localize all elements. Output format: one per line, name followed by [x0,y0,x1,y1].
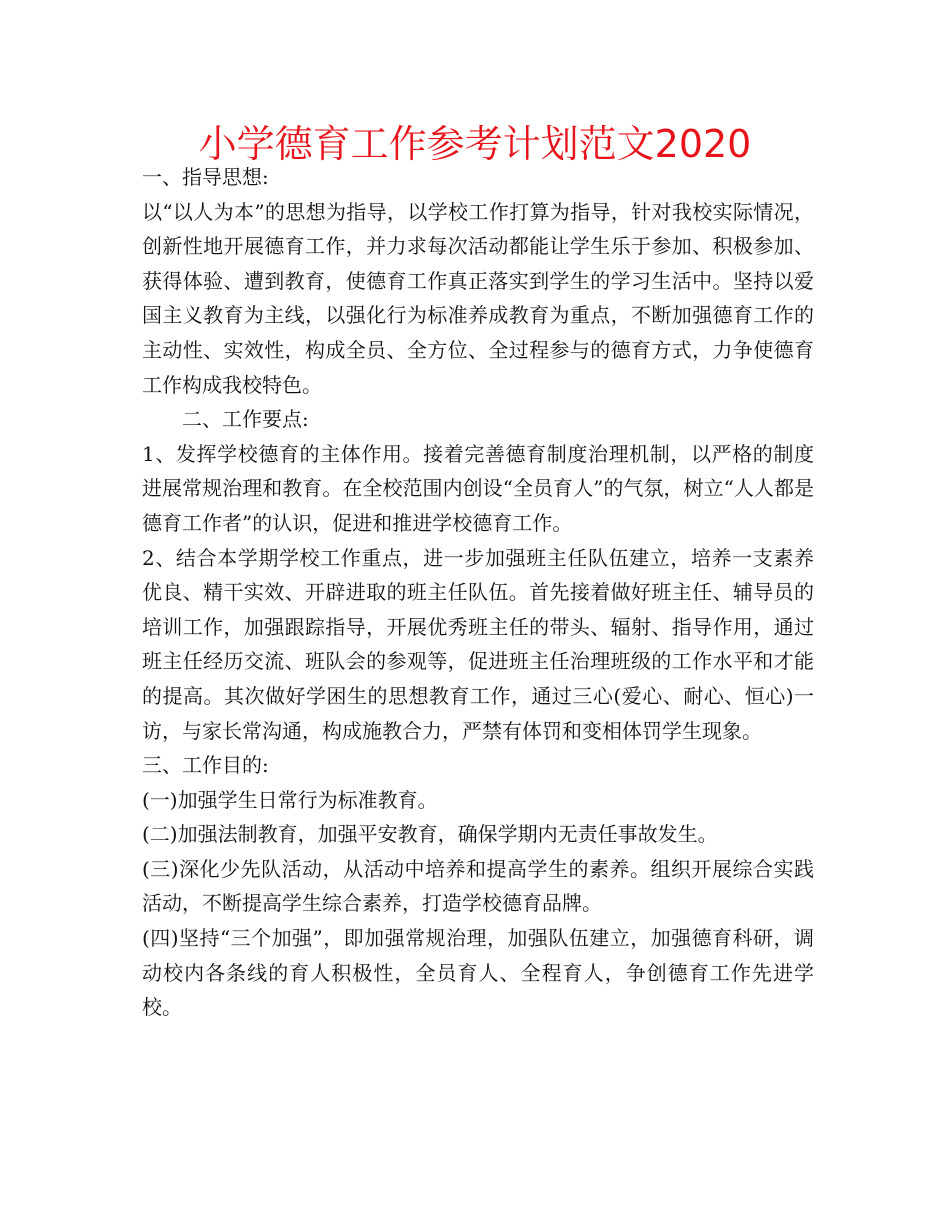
paragraph-point-1: 1、发挥学校德育的主体作用。接着完善德育制度治理机制，以严格的制度进展常规治理和教育。在全校范围内创设“全员育人”的气氛，树立“人人都是德育工作者”的认识，促进和推进学校德育工作。 [142,441,814,535]
heading-work-points: 二、工作要点: [182,407,309,432]
list-item-goal-2: (二)加强法制教育，加强平安教育，确保学期内无责任事故发生。 [142,822,718,847]
paragraph-point-2: 2、结合本学期学校工作重点，进一步加强班主任队伍建立，培养一支素养优良、精干实效、开辟进取的班主任队伍。首先接着做好班主任、辅导员的培训工作，加强跟踪指导，开展优秀班主任的带头、辐射、指导作用，通过班主任经历交流、班队会的参观等，促进班主任治理班级的工作水平和才能的提高。其次做好学困生的思想教育工作，通过三心(爱心、耐心、恒心)一访，与家长常沟通，构成施教合力，严禁有体罚和变相体罚学生现象。 [142,545,814,743]
heading-work-goals: 三、工作目的: [142,753,269,778]
paragraph-guiding-thought: 以“以人为本”的思想为指导，以学校工作打算为指导，针对我校实际情况，创新性地开展德育工作，并力求每次活动都能让学生乐于参加、积极参加、获得体验、遭到教育，使德育工作真正落实到学生的学习生活中。坚持以爱国主义教育为主线，以强化行为标准养成教育为重点，不断加强德育工作的主动性、实效性，构成全员、全方位、全过程参与的德育方式，力争使德育工作构成我校特色。 [142,199,814,397]
list-item-goal-1: (一)加强学生日常行为标准教育。 [142,787,438,812]
list-item-goal-3: (三)深化少先队活动，从活动中培养和提高学生的素养。组织开展综合实践活动，不断提高学生综合素养，打造学校德育品牌。 [142,856,814,916]
list-item-goal-4: (四)坚持“三个加强”，即加强常规治理，加强队伍建立，加强德育科研，调动校内各条线的育人积极性，全员育人、全程育人，争创德育工作先进学校。 [142,926,814,1020]
document-body [142,160,814,1025]
document-title: 小学德育工作参考计划范文2020 [198,122,752,166]
heading-guiding-thought: 一、指导思想: [142,165,269,189]
